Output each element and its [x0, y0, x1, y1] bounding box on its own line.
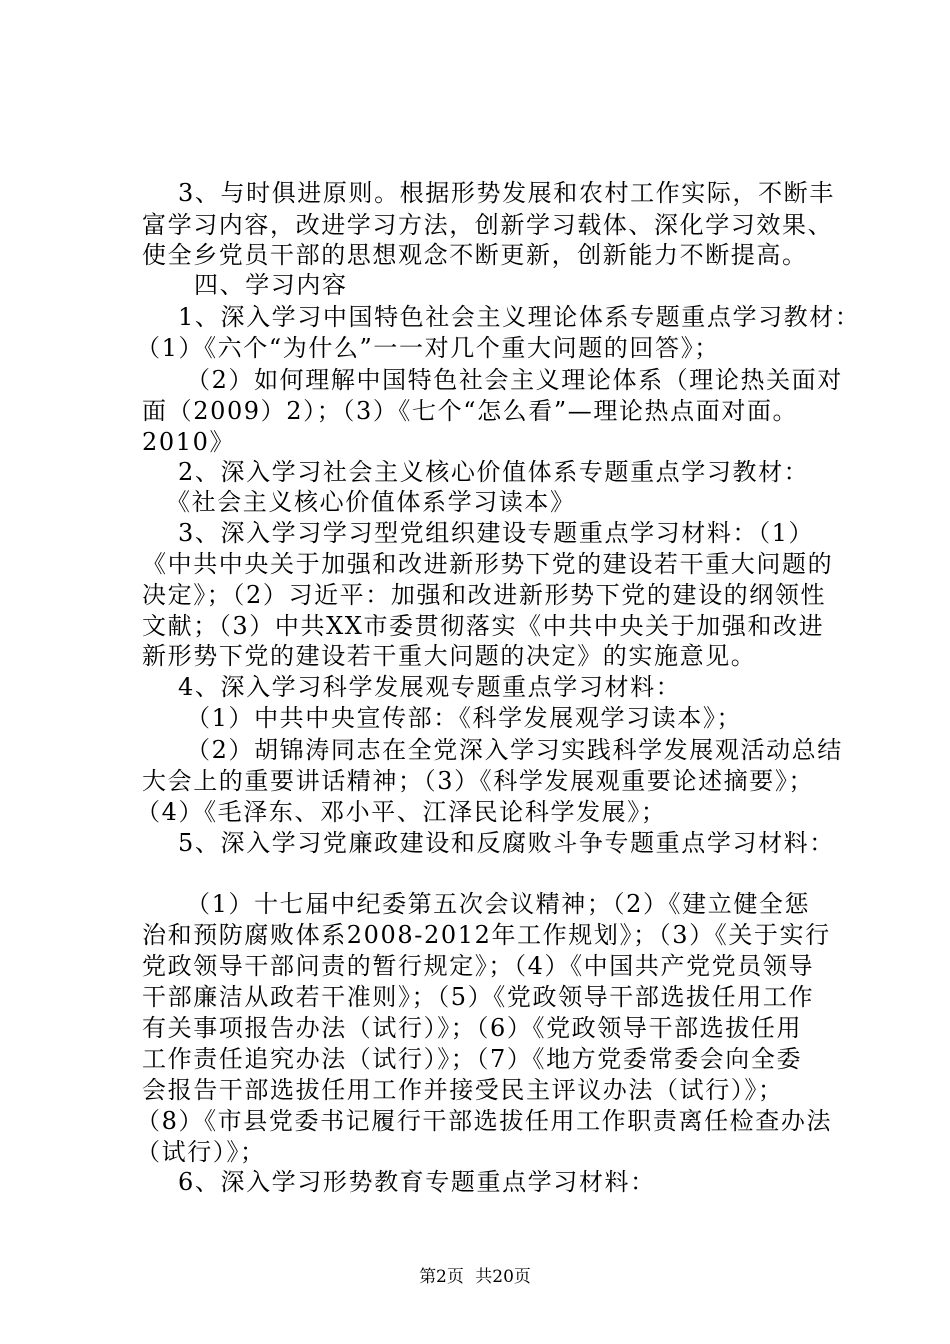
paragraph-line: （试行）》； [136, 1138, 266, 1166]
paragraph-line: （1）中共中央宣传部：《科学发展观学习读本》； [186, 704, 743, 732]
paragraph-line: 4、深入学习科学发展观专题重点学习材料： [178, 673, 682, 701]
paragraph-line: （8）《市县党委书记履行干部选拔任用工作职责离任检查办法 [136, 1107, 833, 1135]
paragraph-line: 党政领导干部问责的暂行规定》；（4）《中国共产党党员领导 [142, 952, 815, 980]
page-total: 共20页 [475, 1267, 531, 1287]
paragraph-line: 6、深入学习形势教育专题重点学习材料： [178, 1168, 656, 1196]
paragraph-line: 1、深入学习中国特色社会主义理论体系专题重点学习教材： [178, 303, 861, 331]
paragraph-line: 5、深入学习党廉政建设和反腐败斗争专题重点学习材料： [178, 829, 835, 857]
paragraph-line: （1）十七届中纪委第五次会议精神；（2）《建立健全惩 [186, 890, 811, 918]
paragraph-line: 富学习内容，改进学习方法，创新学习载体、深化学习效果、 [142, 211, 834, 239]
paragraph-line: 2、深入学习社会主义核心价值体系专题重点学习教材： [178, 458, 810, 486]
paragraph-line: 《社会主义核心价值体系学习读本》 [166, 488, 576, 516]
paragraph-line: （2）如何理解中国特色社会主义理论体系（理论热关面对 [186, 366, 843, 394]
paragraph-line: （2）胡锦涛同志在全党深入学习实践科学发展观活动总结 [186, 736, 843, 764]
paragraph-line: 使全乡党员干部的思想观念不断更新，创新能力不断提高。 [142, 241, 808, 269]
paragraph-line: （1）《六个“为什么”一一对几个重大问题的回答》； [136, 334, 720, 362]
page-number: 第2页 [419, 1267, 464, 1287]
page-footer [0, 1266, 950, 1288]
paragraph-line: 3、深入学习学习型党组织建设专题重点学习材料：（1） [178, 519, 815, 547]
paragraph-line: 3、与时俱进原则。根据形势发展和农村工作实际，不断丰 [178, 179, 835, 207]
paragraph-line: 会报告干部选拔任用工作并接受民主评议办法（试行）》； [142, 1076, 784, 1104]
paragraph-line: 新形势下党的建设若干重大问题的决定》的实施意见。 [142, 642, 757, 670]
paragraph-line: 文献；（3）中共XX市委贯彻落实《中共中央关于加强和改进 [142, 612, 825, 640]
paragraph-line: 决定》；（2）习近平：加强和改进新形势下党的建设的纲领性 [142, 581, 827, 609]
paragraph-line: 干部廉洁从政若干准则》；（5）《党政领导干部选拔任用工作 [142, 983, 815, 1011]
paragraph-line: 大会上的重要讲话精神；（3）《科学发展观重要论述摘要》； [142, 767, 815, 795]
paragraph-line: 面（2009）2）；（3）《七个“怎么看”—理论热点面对面。 [142, 397, 799, 425]
paragraph-line: 2010》 [142, 428, 236, 456]
paragraph-line: （4）《毛泽东、邓小平、江泽民论科学发展》； [136, 798, 667, 826]
section-heading: 四、学习内容 [194, 271, 348, 299]
paragraph-line: 工作责任追究办法（试行）》；（7）《地方党委常委会向全委 [142, 1045, 803, 1073]
paragraph-line: 《中共中央关于加强和改进新形势下党的建设若干重大问题的 [142, 550, 834, 578]
paragraph-line: 有关事项报告办法（试行）》；（6）《党政领导干部选拔任用 [142, 1014, 803, 1042]
paragraph-line: 治和预防腐败体系2008-2012年工作规划》；（3）《关于实行 [142, 921, 831, 949]
